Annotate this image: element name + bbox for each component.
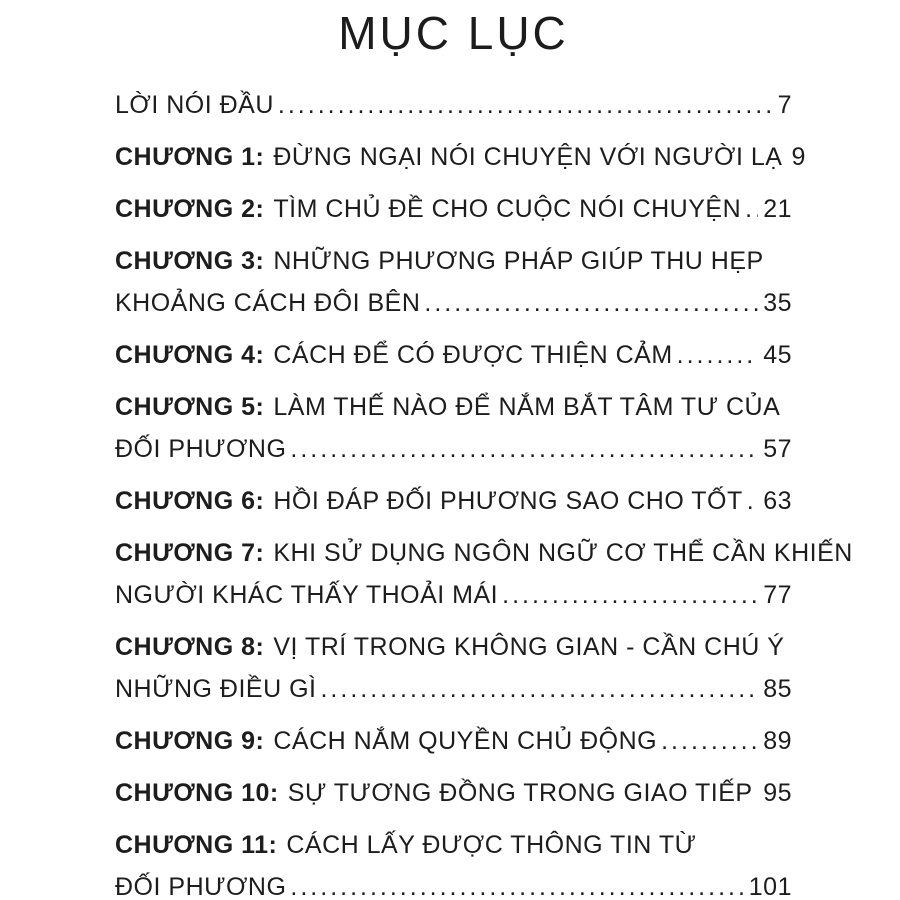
chapter-label: CHƯƠNG 9:: [115, 727, 265, 755]
toc-entry-line-1: [115, 386, 792, 428]
toc-entry-line-2: [115, 282, 792, 324]
toc-entry-line-1: [115, 136, 806, 178]
dot-leader: [661, 720, 758, 762]
chapter-title-continued: NGƯỜI KHÁC THẤY THOẢI MÁI: [115, 581, 499, 609]
chapter-label: CHƯƠNG 10:: [115, 779, 279, 807]
toc-entry: [115, 824, 792, 900]
chapter-title-continued: ĐỐI PHƯƠNG: [115, 873, 287, 900]
chapter-label: CHƯƠNG 5:: [115, 393, 265, 421]
toc-entry-line-1: [115, 334, 792, 376]
page-title: MỤC LỤC: [338, 7, 569, 59]
page-number: 101: [748, 873, 792, 900]
dot-leader: [745, 188, 758, 230]
toc-entry-line-1: [115, 824, 792, 866]
chapter-title: HỒI ĐÁP ĐỐI PHƯƠNG SAO CHO TỐT: [273, 487, 743, 515]
chapter-title-continued: NHỮNG ĐIỀU GÌ: [115, 675, 317, 703]
toc-entry: [115, 532, 853, 616]
chapter-label: CHƯƠNG 3:: [115, 247, 265, 275]
toc-entry-line-1: [115, 240, 792, 282]
dot-leader: [290, 428, 758, 470]
toc-entry-line-2: [115, 428, 792, 470]
chapter-title: VỊ TRÍ TRONG KHÔNG GIAN - CẦN CHÚ Ý: [273, 633, 785, 661]
page-number: 9: [791, 143, 806, 171]
chapter-label: CHƯƠNG 6:: [115, 487, 265, 515]
page-number: 95: [763, 779, 792, 807]
page-number: 7: [777, 91, 792, 119]
dot-leader: [278, 84, 773, 126]
chapter-title-continued: KHOẢNG CÁCH ĐÔI BÊN: [115, 289, 421, 317]
toc-entry-line-1: [115, 84, 792, 126]
chapter-title: ĐỪNG NGẠI NÓI CHUYỆN VỚI NGƯỜI LẠ: [273, 143, 783, 171]
chapter-title: CÁCH ĐỂ CÓ ĐƯỢC THIỆN CẢM: [273, 341, 673, 369]
page-number: 21: [763, 195, 792, 223]
toc-entry: [115, 240, 792, 324]
chapter-label: CHƯƠNG 8:: [115, 633, 265, 661]
toc-entry-line-2: [115, 866, 792, 900]
toc-entry-line-1: [115, 532, 853, 574]
toc-entry-line-1: [115, 480, 792, 522]
toc-entry: [115, 136, 806, 178]
chapter-title: CÁCH LẤY ĐƯỢC THÔNG TIN TỪ: [286, 831, 697, 859]
toc-entry: [115, 188, 792, 230]
chapter-title-continued: ĐỐI PHƯƠNG: [115, 435, 287, 463]
toc-entry: [115, 386, 792, 470]
page-number: 45: [763, 341, 792, 369]
toc-entry: [115, 626, 792, 710]
dot-leader: [290, 866, 743, 900]
page-number: 35: [763, 289, 792, 317]
toc-entry: [115, 720, 792, 762]
chapter-label: CHƯƠNG 1:: [115, 143, 265, 171]
toc-entry: [115, 480, 792, 522]
toc-entry-line-1: [115, 720, 792, 762]
chapter-title: KHI SỬ DỤNG NGÔN NGỮ CƠ THỂ CẦN KHIẾN: [273, 539, 853, 567]
toc-entry: [115, 334, 792, 376]
dot-leader: [502, 574, 758, 616]
page-number: 63: [763, 487, 792, 515]
chapter-title: NHỮNG PHƯƠNG PHÁP GIÚP THU HẸP: [273, 247, 764, 275]
chapter-title: LỜI NÓI ĐẦU: [115, 91, 274, 119]
page-number: 57: [763, 435, 792, 463]
toc-entry-line-2: [115, 668, 792, 710]
toc-list: [115, 84, 853, 900]
page-number: 85: [763, 675, 792, 703]
dot-leader: [677, 334, 759, 376]
chapter-title: CÁCH NẮM QUYỀN CHỦ ĐỘNG: [273, 727, 658, 755]
page-number: 89: [763, 727, 792, 755]
chapter-title: TÌM CHỦ ĐỀ CHO CUỘC NÓI CHUYỆN: [273, 195, 742, 223]
toc-entry: [115, 772, 792, 814]
chapter-title: SỰ TƯƠNG ĐỒNG TRONG GIAO TIẾP: [287, 779, 753, 807]
chapter-label: CHƯƠNG 11:: [115, 831, 278, 859]
dot-leader: [757, 772, 759, 814]
toc-entry-line-1: [115, 772, 792, 814]
toc-entry-line-2: [115, 574, 792, 616]
toc-entry-line-1: [115, 626, 792, 668]
chapter-label: CHƯƠNG 4:: [115, 341, 265, 369]
page-number: 77: [763, 581, 792, 609]
dot-leader: [424, 282, 758, 324]
chapter-label: CHƯƠNG 2:: [115, 195, 265, 223]
chapter-label: CHƯƠNG 7:: [115, 539, 265, 567]
chapter-title: LÀM THẾ NÀO ĐỂ NẮM BẮT TÂM TƯ CỦA: [273, 393, 781, 421]
dot-leader: [747, 480, 758, 522]
dot-leader: [320, 668, 758, 710]
toc-entry-line-1: [115, 188, 792, 230]
toc-entry: [115, 84, 792, 126]
